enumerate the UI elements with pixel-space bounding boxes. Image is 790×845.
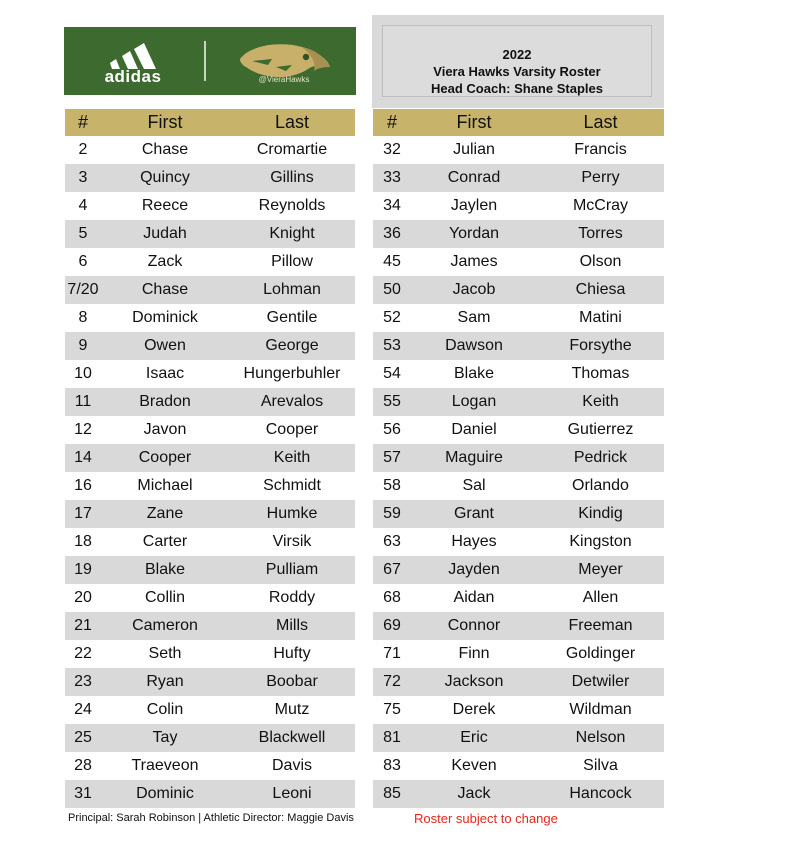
- table-row: [65, 696, 355, 724]
- logo-divider: [204, 41, 206, 81]
- player-first-name: Dawson: [445, 337, 503, 354]
- player-number: 4: [78, 197, 88, 214]
- player-number: 69: [383, 617, 401, 634]
- player-first-name: Logan: [451, 393, 497, 410]
- table-row: [373, 220, 664, 248]
- player-first-name: Maguire: [445, 449, 503, 466]
- header-first-name: First: [456, 112, 492, 132]
- table-row: [65, 780, 355, 808]
- player-last-name: Humke: [266, 505, 318, 522]
- player-first-name: Jack: [457, 785, 491, 802]
- player-first-name: Eric: [460, 729, 488, 746]
- player-first-name: Owen: [144, 337, 186, 354]
- table-row: [65, 276, 355, 304]
- player-first-name: Hayes: [451, 533, 497, 550]
- player-first-name: Julian: [453, 141, 495, 158]
- player-number: 83: [383, 757, 401, 774]
- table-row: [373, 752, 664, 780]
- player-first-name: Daniel: [451, 421, 497, 438]
- player-number: 54: [383, 365, 401, 382]
- player-last-name: Lohman: [263, 281, 321, 298]
- player-last-name: Olson: [579, 253, 622, 270]
- player-first-name: Conrad: [447, 169, 501, 186]
- player-first-name: Derek: [452, 701, 496, 718]
- player-first-name: Jayden: [448, 561, 500, 578]
- player-first-name: Chase: [141, 281, 189, 298]
- table-row: [373, 248, 664, 276]
- table-row: [373, 668, 664, 696]
- player-number: 25: [74, 729, 92, 746]
- player-first-name: Blake: [453, 365, 495, 382]
- player-last-name: Matini: [579, 309, 622, 326]
- player-number: 3: [78, 169, 88, 186]
- player-last-name: Cromartie: [256, 141, 328, 158]
- player-last-name: Roddy: [268, 589, 316, 606]
- player-number: 11: [74, 393, 92, 410]
- player-first-name: Quincy: [140, 169, 190, 186]
- player-number: 55: [383, 393, 401, 410]
- player-last-name: Nelson: [575, 729, 626, 746]
- player-first-name: Jaylen: [450, 197, 498, 214]
- player-first-name: Judah: [143, 225, 187, 242]
- table-row: [65, 612, 355, 640]
- table-row: [373, 304, 664, 332]
- player-last-name: Reynolds: [258, 197, 326, 214]
- player-first-name: Isaac: [145, 365, 185, 382]
- player-last-name: Francis: [574, 141, 627, 158]
- adidas-logo: [88, 41, 178, 85]
- player-last-name: Forsythe: [569, 337, 632, 354]
- player-last-name: Hufty: [273, 645, 311, 662]
- table-row: [65, 472, 355, 500]
- table-row: [65, 388, 355, 416]
- player-number: 31: [74, 785, 92, 802]
- player-number: 16: [74, 477, 92, 494]
- player-last-name: George: [265, 337, 319, 354]
- player-number: 28: [74, 757, 92, 774]
- player-number: 17: [74, 505, 92, 522]
- player-last-name: Schmidt: [263, 477, 321, 494]
- player-first-name: Aidan: [453, 589, 495, 606]
- table-header: [373, 109, 664, 136]
- player-number: 2: [78, 141, 88, 158]
- table-header: [65, 109, 355, 136]
- player-first-name: Sam: [457, 309, 491, 326]
- table-row: [373, 360, 664, 388]
- table-row: [65, 752, 355, 780]
- adidas-wordmark: adidas: [104, 67, 162, 86]
- player-number: 59: [383, 505, 401, 522]
- player-number: 56: [383, 421, 401, 438]
- table-row: [373, 500, 664, 528]
- player-number: 50: [383, 281, 401, 298]
- staff-credits: Principal: Sarah Robinson | Athletic Director: Maggie Davis: [68, 812, 354, 824]
- table-row: [373, 472, 664, 500]
- player-first-name: Carter: [142, 533, 188, 550]
- player-first-name: Grant: [453, 505, 494, 522]
- player-last-name: Gentile: [266, 309, 318, 326]
- roster-table-left: [65, 109, 355, 808]
- player-number: 81: [383, 729, 401, 746]
- player-number: 45: [383, 253, 401, 270]
- player-number: 34: [383, 197, 401, 214]
- player-number: 24: [74, 701, 92, 718]
- player-first-name: Michael: [137, 477, 193, 494]
- player-first-name: Cameron: [132, 617, 198, 634]
- player-last-name: Gillins: [270, 169, 314, 186]
- player-last-name: Thomas: [571, 365, 630, 382]
- table-row: [65, 640, 355, 668]
- player-first-name: Zack: [147, 253, 183, 270]
- table-row: [373, 612, 664, 640]
- table-row: [65, 164, 355, 192]
- player-first-name: Colin: [146, 701, 184, 718]
- player-last-name: Keith: [273, 449, 311, 466]
- player-number: 23: [74, 673, 92, 690]
- table-row: [373, 528, 664, 556]
- table-row: [65, 248, 355, 276]
- table-row: [373, 416, 664, 444]
- player-first-name: Zane: [146, 505, 184, 522]
- player-number: 75: [383, 701, 401, 718]
- table-row: [373, 332, 664, 360]
- player-number: 53: [383, 337, 401, 354]
- table-row: [65, 500, 355, 528]
- table-row: [65, 668, 355, 696]
- player-first-name: Cooper: [138, 449, 192, 466]
- player-number: 33: [383, 169, 401, 186]
- table-row: [373, 556, 664, 584]
- player-number: 5: [78, 225, 88, 242]
- player-first-name: Dominick: [132, 309, 198, 326]
- header-last-name: Last: [274, 112, 310, 132]
- player-number: 85: [383, 785, 401, 802]
- player-last-name: Wildman: [569, 701, 632, 718]
- adidas-stripes-icon: [106, 41, 162, 69]
- table-row: [373, 640, 664, 668]
- player-number: 19: [74, 561, 92, 578]
- player-last-name: Pedrick: [573, 449, 628, 466]
- player-first-name: Chase: [141, 141, 189, 158]
- table-row: [373, 724, 664, 752]
- header-number: #: [386, 112, 397, 132]
- player-last-name: Leoni: [272, 785, 312, 802]
- player-first-name: Dominic: [136, 785, 194, 802]
- player-last-name: Davis: [271, 757, 312, 774]
- player-last-name: Pillow: [271, 253, 313, 270]
- player-last-name: Keith: [582, 393, 619, 410]
- player-number: 68: [383, 589, 401, 606]
- header-first-name: First: [147, 112, 183, 132]
- player-last-name: Silva: [583, 757, 618, 774]
- table-row: [373, 164, 664, 192]
- roster-title-box: [382, 25, 652, 97]
- player-number: 20: [74, 589, 92, 606]
- table-row: [65, 136, 355, 164]
- player-last-name: Hancock: [569, 785, 632, 802]
- player-number: 22: [74, 645, 92, 662]
- head-coach: Head Coach: Shane Staples: [431, 81, 603, 96]
- player-number: 67: [383, 561, 401, 578]
- player-number: 10: [74, 365, 92, 382]
- player-number: 18: [74, 533, 92, 550]
- sponsor-logo-banner: [64, 27, 356, 95]
- player-last-name: Perry: [581, 169, 620, 186]
- table-row: [373, 780, 664, 808]
- player-first-name: Keven: [451, 757, 497, 774]
- player-last-name: McCray: [572, 197, 629, 214]
- player-number: 52: [383, 309, 401, 326]
- player-last-name: Blackwell: [258, 729, 326, 746]
- table-row: [373, 276, 664, 304]
- table-row: [373, 388, 664, 416]
- player-last-name: Chiesa: [575, 281, 626, 298]
- player-number: 6: [78, 253, 88, 270]
- player-last-name: Torres: [578, 225, 623, 242]
- roster-title: Viera Hawks Varsity Roster: [433, 64, 601, 79]
- player-last-name: Goldinger: [565, 645, 636, 662]
- table-row: [373, 192, 664, 220]
- player-number: 21: [74, 617, 92, 634]
- player-last-name: Detwiler: [571, 673, 630, 690]
- player-last-name: Kingston: [569, 533, 632, 550]
- player-last-name: Allen: [582, 589, 619, 606]
- player-last-name: Cooper: [265, 421, 319, 438]
- table-row: [65, 556, 355, 584]
- table-row: [65, 444, 355, 472]
- player-last-name: Mutz: [274, 701, 310, 718]
- header-number: #: [77, 112, 88, 132]
- player-number: 71: [383, 645, 401, 662]
- player-number: 8: [78, 309, 88, 326]
- roster-year: 2022: [502, 47, 532, 62]
- roster-title-panel: [372, 15, 664, 108]
- table-row: [65, 220, 355, 248]
- table-row: [65, 528, 355, 556]
- player-last-name: Freeman: [568, 617, 633, 634]
- player-last-name: Kindig: [578, 505, 623, 522]
- player-first-name: Javon: [143, 421, 187, 438]
- player-last-name: Arevalos: [260, 393, 324, 410]
- table-row: [65, 724, 355, 752]
- player-last-name: Pulliam: [265, 561, 319, 578]
- table-row: [65, 360, 355, 388]
- player-last-name: Boobar: [266, 673, 318, 690]
- player-first-name: Seth: [148, 645, 182, 662]
- player-number: 7/20: [67, 281, 99, 298]
- player-first-name: Bradon: [139, 393, 191, 410]
- player-last-name: Meyer: [578, 561, 623, 578]
- player-first-name: Tay: [152, 729, 178, 746]
- table-row: [373, 696, 664, 724]
- table-row: [373, 584, 664, 612]
- player-first-name: Jacob: [452, 281, 496, 298]
- roster-table-right: [373, 109, 664, 808]
- table-row: [373, 136, 664, 164]
- player-first-name: Yordan: [448, 225, 500, 242]
- player-number: 32: [383, 141, 401, 158]
- player-last-name: Orlando: [572, 477, 629, 494]
- player-number: 72: [383, 673, 401, 690]
- player-first-name: James: [450, 253, 498, 270]
- player-last-name: Virsik: [272, 533, 312, 550]
- player-number: 63: [383, 533, 401, 550]
- player-first-name: Traeveon: [131, 757, 199, 774]
- player-first-name: Sal: [462, 477, 486, 494]
- player-first-name: Blake: [144, 561, 186, 578]
- player-number: 58: [383, 477, 401, 494]
- player-first-name: Reece: [141, 197, 189, 214]
- player-first-name: Connor: [447, 617, 501, 634]
- player-number: 12: [74, 421, 92, 438]
- player-number: 36: [383, 225, 401, 242]
- roster-notice: Roster subject to change: [414, 811, 558, 826]
- player-last-name: Mills: [276, 617, 308, 634]
- player-first-name: Collin: [144, 589, 185, 606]
- player-last-name: Hungerbuhler: [243, 365, 341, 382]
- table-row: [65, 332, 355, 360]
- player-first-name: Jackson: [444, 673, 504, 690]
- player-last-name: Gutierrez: [567, 421, 634, 438]
- player-number: 14: [74, 449, 92, 466]
- player-first-name: Ryan: [146, 673, 184, 690]
- player-number: 57: [383, 449, 401, 466]
- table-row: [65, 584, 355, 612]
- player-number: 9: [78, 337, 88, 354]
- twitter-handle: @VieraHawks: [258, 75, 310, 84]
- table-row: [65, 304, 355, 332]
- table-row: [65, 416, 355, 444]
- player-last-name: Knight: [269, 225, 315, 242]
- player-first-name: Finn: [458, 645, 490, 662]
- header-last-name: Last: [583, 112, 618, 132]
- table-row: [65, 192, 355, 220]
- table-row: [373, 444, 664, 472]
